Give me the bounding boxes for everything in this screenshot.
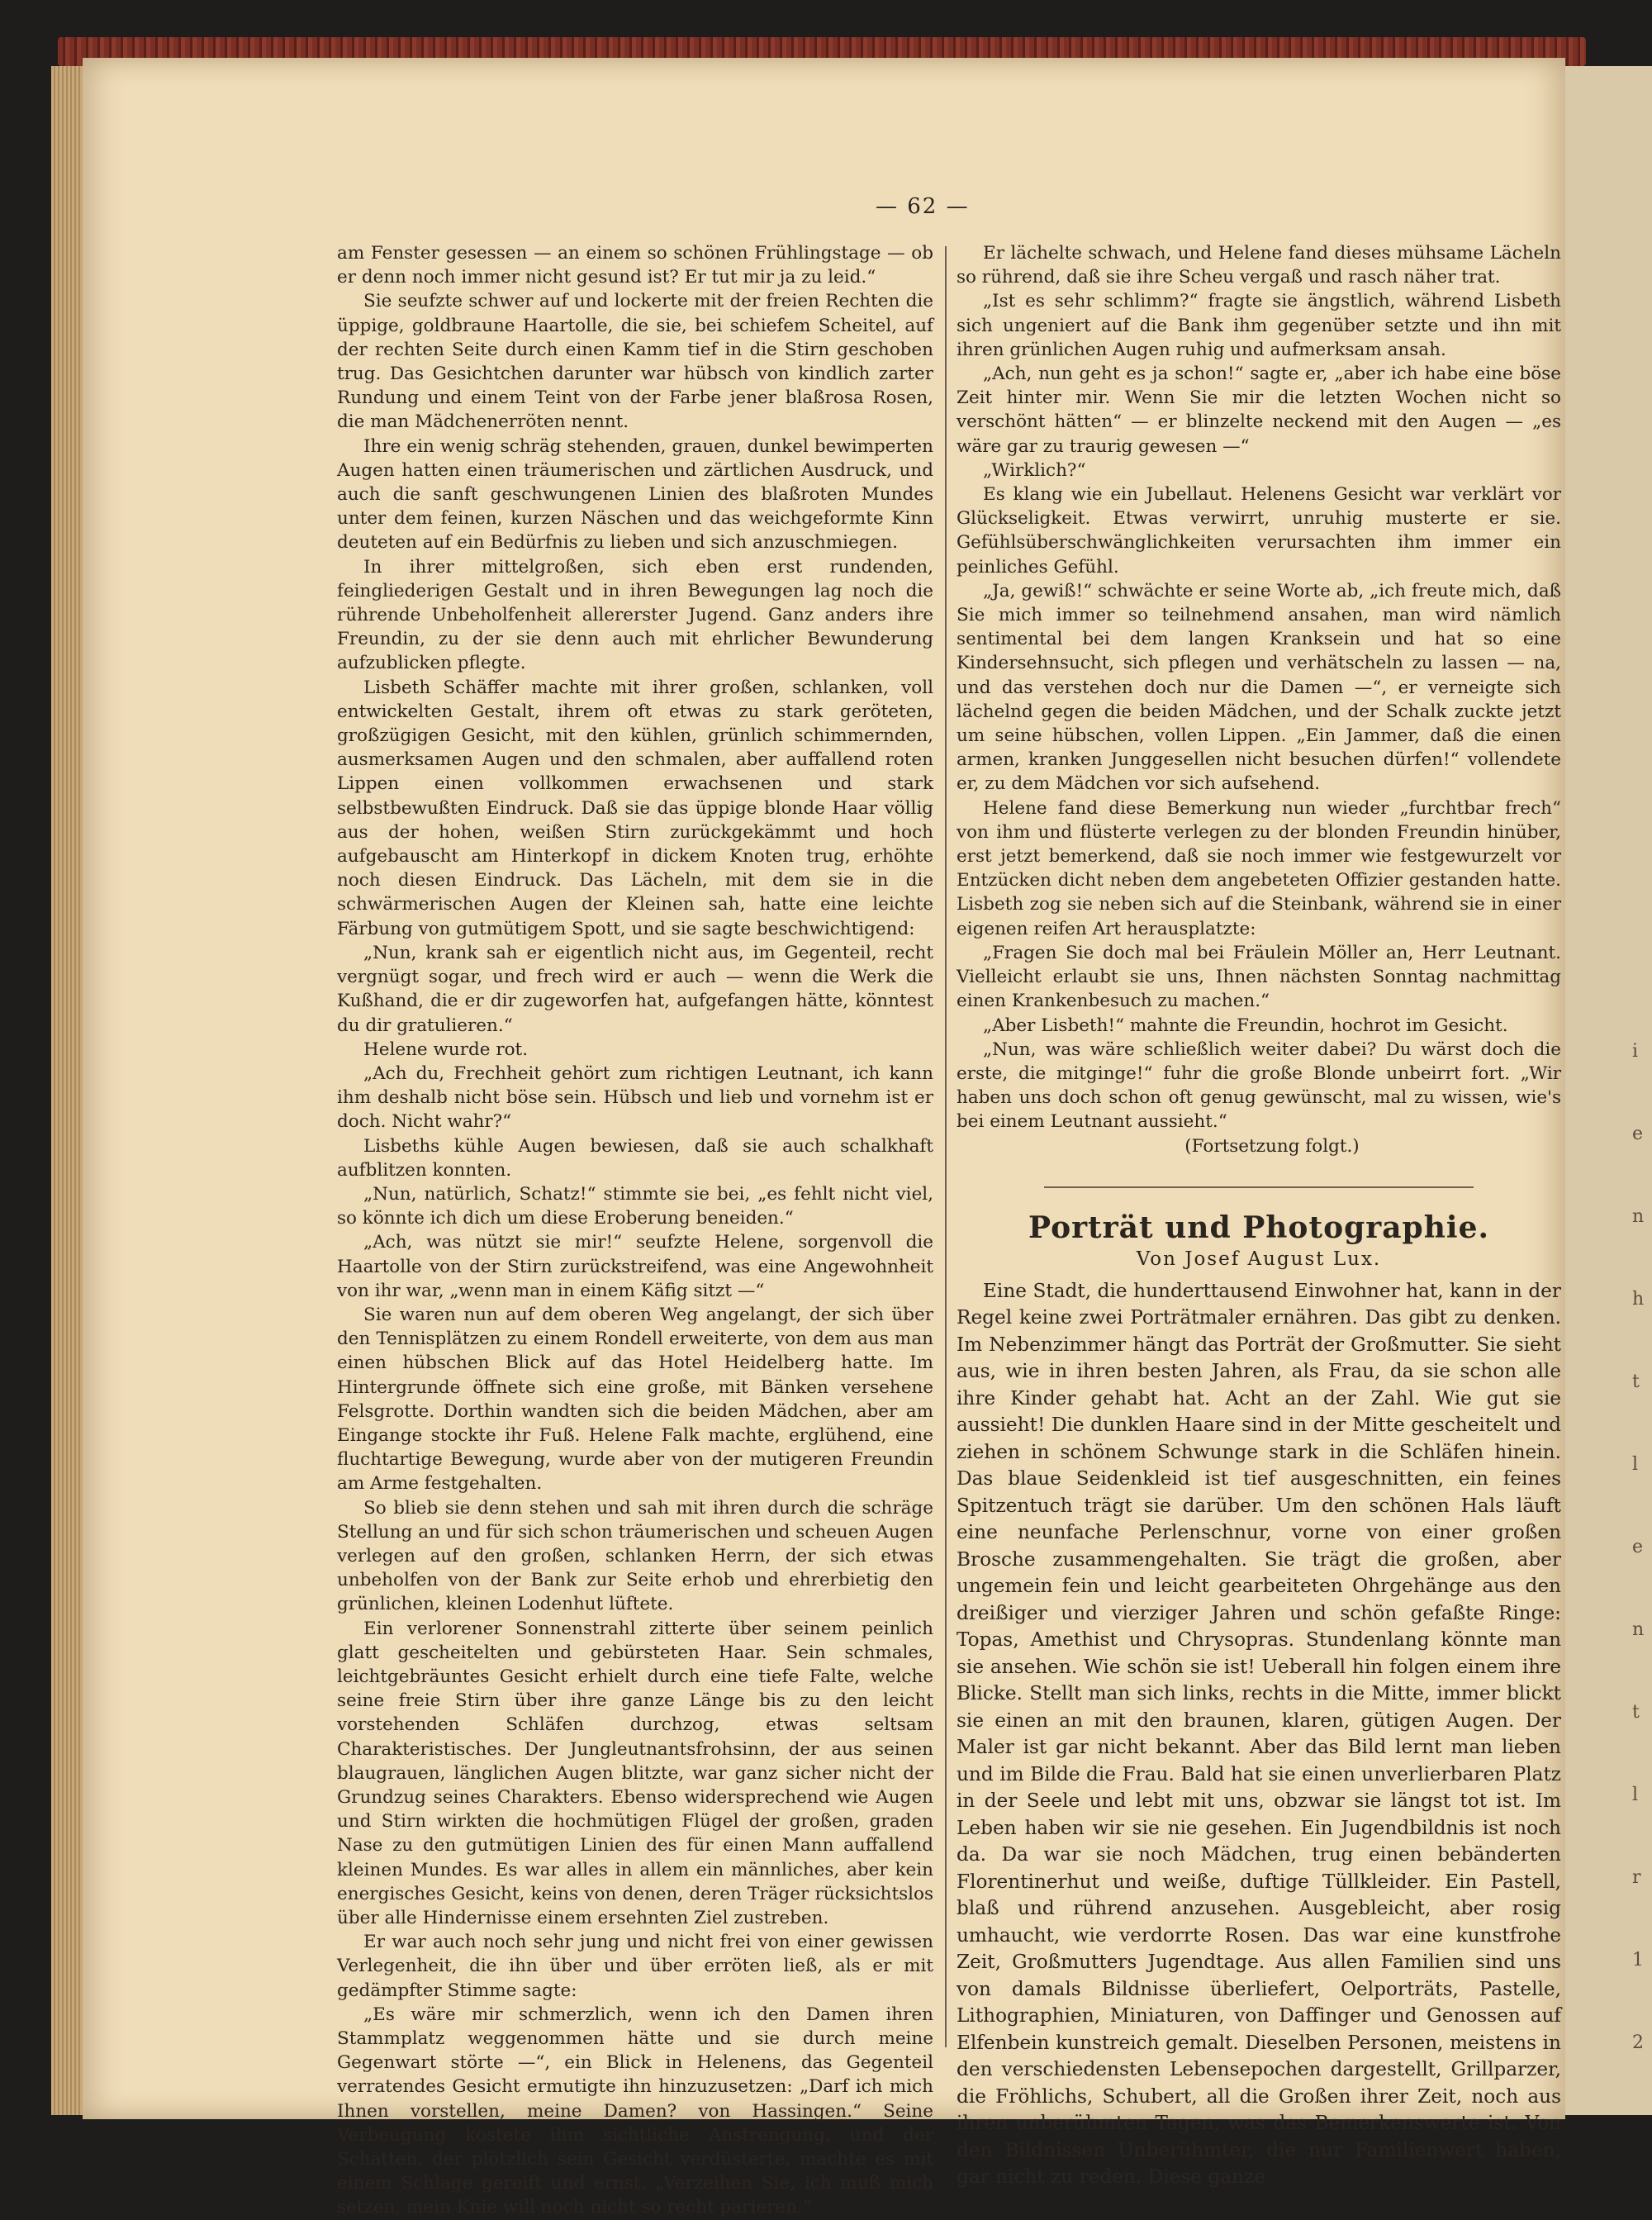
paragraph: „Nun, krank sah er eigentlich nicht aus, im Gegenteil, recht vergnügt sogar, und frech wird er auch — wenn die Werk die Kußhand, die er dir zugeworfen hat, aufgefangen hätte, könntest du dir gratulieren.“	[337, 942, 933, 1036]
paragraph: „Fragen Sie doch mal bei Fräulein Möller an, Herr Leutnant. Vielleicht erlaubt sie uns, Ihnen nächsten Sonntag nachmittag einen Krankenbesuch zu machen.“	[957, 942, 1561, 1012]
facing-page-fragment: h	[1632, 1289, 1645, 1310]
paragraph: „Wirklich?“	[983, 459, 1086, 481]
paragraph: „Nun, natürlich, Schatz!“ stimmte sie bei, „es fehlt nicht viel, so könnte ich dich um diese Eroberung beneiden.“	[337, 1183, 933, 1229]
page-number: — 62 —	[876, 194, 970, 219]
facing-page-fragment: t	[1632, 1371, 1640, 1392]
paragraph: „Ach, was nützt sie mir!“ seufzte Helene, sorgenvoll die Haartolle von der Stirn zurückstreifend, was eine Angewohnheit von ihr war, „wenn man in einem Käfig sitzt —“	[337, 1232, 933, 1301]
paragraph: „Ist es sehr schlimm?“ fragte sie ängstlich, während Lisbeth sich ungeniert auf die Bank ihm gegenüber setzte und ihn mit ihren grünlichen Augen ruhig und aufmerksam ansah.	[957, 291, 1561, 360]
paragraph: Er war auch noch sehr jung und nicht frei von einer gewissen Verlegenheit, die ihn über und über erröten ließ, als er mit gedämpfter Stimme sagte:	[337, 1932, 933, 2001]
facing-page-fragment: 1	[1632, 1950, 1644, 1970]
facing-page-fragment: l	[1632, 1454, 1639, 1475]
facing-page-strip	[1561, 66, 1652, 2115]
facing-page-fragment: t	[1632, 1702, 1640, 1723]
paragraph: „Aber Lisbeth!“ mahnte die Freundin, hochrot im Gesicht.	[983, 1015, 1508, 1036]
paragraph: Lisbeths kühle Augen bewiesen, daß sie auch schalkhaft aufblitzen konnten.	[337, 1135, 933, 1181]
column-divider	[945, 246, 947, 2047]
paragraph: So blieb sie denn stehen und sah mit ihren durch die schräge Stellung an und für sich schon träumerischen und scheuen Augen verlegen auf den großen, schlanken Herrn, der sich etwas unbeholfen von der Bank zur Seite erhob und ehrerbietig den grünlichen, kleinen Lodenhut lüftete.	[337, 1497, 933, 1615]
paragraph: Helene fand diese Bemerkung nun wieder „furchtbar frech“ von ihm und flüsterte verlegen zu der blonden Freundin hinüber, erst jetzt bemerkend, daß sie noch immer wie festgewurzelt vor Entzücken dicht neben dem angebeteten Offizier gestanden hatte. Lisbeth zog sie neben sich auf die Steinbank, während sie in einer eigenen reifen Art herausplatzte:	[957, 797, 1561, 939]
section-separator	[1044, 1186, 1474, 1188]
facing-page-fragment: 2	[1632, 2032, 1644, 2053]
paragraph: Lisbeth Schäffer machte mit ihrer großen, schlanken, voll entwickelten Gestalt, ihrem oft etwas zu stark geröteten, großzügigen Gesicht, mit den kühlen, grünlich schimmernden, ausmerksamen Augen und den schmalen, aber auffallend roten Lippen einen vollkommen erwachsenen und stark selbstbewußten Eindruck. Daß sie das üppige blonde Haar völlig aus der hohen, weißen Stirn zurückgekämmt und hoch aufgebauscht am Hinterkopf in dickem Knoten trug, erhöhte noch diesen Eindruck. Das Lächeln, mit dem sie in die schwärmerischen Augen der Kleinen sah, hatte eine leichte Färbung von gutmütigem Spott, und sie sagte beschwichtigend:	[337, 677, 933, 939]
article-title: Porträt und Photographie.	[1028, 1210, 1490, 1245]
facing-page-fragment: l	[1632, 1785, 1639, 1805]
paragraph: am Fenster gesessen — an einem so schönen Frühlingstage — ob er denn noch immer nicht gesund ist? Er tut mir ja zu leid.“	[337, 243, 933, 288]
paragraph: Ein verlorener Sonnenstrahl zitterte über seinem peinlich glatt gescheitelten und gebürsteten Haar. Sein schmales, leichtgebräuntes Gesicht erhielt durch eine tiefe Falte, welche seine freie Stirn über ihre ganze Länge bis zu den leicht vorstehenden Schläfen durchzog, etwas seltsam Charakteristisches. Der Jungleutnantsfrohsinn, der aus seinen blaugrauen, länglichen Augen blitzte, war ganz sicher nicht der Grundzug seines Charakters. Ebenso widersprechend wie Augen und Stirn wirkten die hochmütigen Flügel der großen, graden Nase zu den gutmütigen Linien des für einen Mann auffallend kleinen Mundes. Es war alles in allem ein männliches, aber kein energisches Gesicht, keins von denen, deren Träger rücksichtslos über alle Hindernisse einem ersehnten Ziel zustreben.	[337, 1618, 933, 1929]
facing-page-fragment: r	[1632, 1867, 1641, 1888]
article-portraet	[957, 1210, 1561, 2191]
facing-page-fragment: n	[1632, 1619, 1645, 1640]
paragraph: „Ja, gewiß!“ schwächte er seine Worte ab, „ich freute mich, daß Sie mich immer so teilnehmend ansahen, man wird nämlich sentimental bei dem langen Kranksein und hat so eine Kindersehnsucht, sich pflegen und verhätscheln zu lassen — na, und das verstehen doch nur die Damen —“, er verneigte sich lächelnd gegen die beiden Mädchen, und der Schalk zuckte jetzt um seine hübschen, vollen Lippen. „Ein Jammer, daß die einen armen, kranken Junggesellen nicht besuchen dürfen!“ vollendete er, zu dem Mädchen vor sich aufsehend.	[957, 580, 1561, 795]
right-column	[957, 241, 1561, 2191]
paragraph: „Es wäre mir schmerzlich, wenn ich den Damen ihren Stammplatz weggenommen hätte und sie durch meine Gegenwart störte —“, ein Blick in Helenens, das Gegenteil verratendes Gesicht ermutigte ihn hinzuzusetzen: „Darf ich mich Ihnen vorstellen, meine Damen? von Hassingen.“ Seine Verbeugung kostete ihm sichtliche Anstrengung, und der Schatten, der plötzlich sein Gesicht verdüsterte, machte es mit einem Schlage gereift und ernst. „Verzeihen Sie, ich muß mich setzen, mein Knie will noch nicht so recht parieren.“	[337, 2004, 933, 2218]
paragraph: Ihre ein wenig schräg stehenden, grauen, dunkel bewimperten Augen hatten einen träumerischen und zärtlichen Ausdruck, und auch die sanft geschwungenen Linien des blaßroten Mundes unter dem feinen, kurzen Näschen und das weichgeformte Kinn deuteten auf ein Bedürfnis zu lieben und sich anzuschmiegen.	[337, 435, 933, 554]
facing-page-fragment: e	[1632, 1124, 1644, 1144]
paragraph: Es klang wie ein Jubellaut. Helenens Gesicht war verklärt vor Glückseligkeit. Etwas verwirrt, unruhig musterte er sie. Gefühlsüberschwänglichkeiten verursachten ihm immer ein peinliches Gefühl.	[957, 484, 1561, 578]
facing-page-fragment: n	[1632, 1206, 1645, 1227]
continuation-note: (Fortsetzung folgt.)	[1184, 1135, 1360, 1157]
paragraph: „Ach du, Frechheit gehört zum richtigen Leutnant, ich kann ihm deshalb nicht böse sein. Hübsch und lieb und vornehm ist er doch. Nicht wahr?“	[337, 1062, 933, 1133]
left-column	[337, 241, 933, 2220]
paragraph: In ihrer mittelgroßen, sich eben erst rundenden, feingliederigen Gestalt und in ihren Bewegungen lag noch die rührende Unbeholfenheit allererster Jugend. Ganz anders ihre Freundin, zu der sie denn auch mit ehrlicher Bewunderung aufzublicken pflegte.	[337, 556, 933, 674]
newspaper-page	[83, 58, 1565, 2218]
article-paragraph: Eine Stadt, die hunderttausend Einwohner hat, kann in der Regel keine zwei Porträtmaler ernähren. Das gibt zu denken. Im Nebenzimmer hängt das Porträt der Großmutter. Sie sieht aus, wie in ihren besten Jahren, als Frau, da sie schon alle ihre Kinder gehabt hat. Acht an der Zahl. Wie gut sie aussieht! Die dunklen Haare sind in der Mitte gescheitelt und ziehen in schönem Schwunge stark in die Schläfen hinein. Das blaue Seidenkleid ist tief ausgeschnitten, ein feines Spitzentuch trägt sie darüber. Um den schönen Hals läuft eine neunfache Perlenschnur, vorne von einer großen Brosche zusammengehalten. Sie trägt die großen, aber ungemein fein und leicht gearbeiteten Ohrgehänge aus den dreißiger und vierziger Jahren und schön gefaßte Ringe: Topas, Amethist und Chrysopras. Stundenlang könnte man sie ansehen. Wie schön sie ist! Ueberall hin folgen einem ihre Blicke. Stellt man sich links, rechts in die Mitte, immer blickt sie einen an mit den braunen, klaren, gütigen Augen. Der Maler ist gar nicht bekannt. Aber das Bild lernt man lieben und im Bilde die Frau. Bald hat sie einen unverlierbaren Platz in der Seele und lebt mit uns, obzwar sie längst tot ist. Im Leben haben wir sie nie gesehen. Ein Jugendbildnis ist noch da. Da war sie noch Mädchen, trug einen bebänderten Florentinerhut und weiße, duftige Tüllkleider. Ein Pastell, blaß und rührend anzusehen. Ausgebleicht, aber rosig umhaucht, wie verdorrte Rosen. Das war eine kunstfrohe Zeit, Großmutters Jugendtage. Aus allen Familien sind uns von damals Bildnisse überliefert, Oelporträts, Pastelle, Lithographien, Miniaturen, von Daffinger und Genossen auf Elfenbein kunstreich gemalt. Dieselben Personen, meistens in den verschiedensten Lebensepochen dargestellt, Grillparzer, die Fröhlichs, Schubert, all die Großen ihrer Zeit, noch aus ihren unberühmten Tagen, was das Bemerkenswerte ist. Von den Bildnissen Unberühmter, die nur Familienwert haben, gar nicht zu reden. Diese ganze	[957, 1279, 1561, 2189]
article-byline: Von Josef August Lux.	[1136, 1248, 1382, 1270]
paragraph: „Ach, nun geht es ja schon!“ sagte er, „aber ich habe eine böse Zeit hinter mir. Wenn Sie mir die letzten Wochen nicht so verschönt hätten“ — er blinzelte neckend mit den Augen — „es wäre gar zu traurig gewesen —“	[957, 364, 1561, 457]
paragraph: Er lächelte schwach, und Helene fand dieses mühsame Lächeln so rührend, daß sie ihre Scheu vergaß und rasch näher trat.	[957, 243, 1561, 288]
facing-page-fragment: i	[1632, 1041, 1639, 1062]
paragraph: Sie seufzte schwer auf und lockerte mit der freien Rechten die üppige, goldbraune Haartolle, die sie, bei schiefem Scheitel, auf der rechten Seite durch einen Kamm tief in die Stirn geschoben trug. Das Gesichtchen darunter war hübsch von kindlich zarter Rundung und einem Teint von der Farbe jener blaßrosa Rosen, die man Mädchenerröten nennt.	[337, 291, 933, 433]
facing-page-fragment: e	[1632, 1537, 1644, 1557]
paragraph: „Nun, was wäre schließlich weiter dabei? Du wärst doch die erste, die mitginge!“ fuhr die große Blonde unbeirrt fort. „Wir haben uns doch schon oft genug gewünscht, mal zu wissen, wie's bei einem Leutnant aussieht.“	[957, 1039, 1561, 1133]
paragraph: Helene wurde rot.	[363, 1039, 529, 1060]
paragraph: Sie waren nun auf dem oberen Weg angelangt, der sich über den Tennisplätzen zu einem Rondell erweiterte, von dem aus man einen hübschen Blick auf das Hotel Heidelberg hatte. Im Hintergrunde öffnete sich eine große, mit Bänken versehene Felsgrotte. Dorthin wandten sich die beiden Mädchen, aber am Eingange stockte ihr Fuß. Helene Falk machte, erglühend, eine fluchtartige Bewegung, wurde aber von der mutigeren Freundin am Arme festgehalten.	[337, 1304, 933, 1495]
